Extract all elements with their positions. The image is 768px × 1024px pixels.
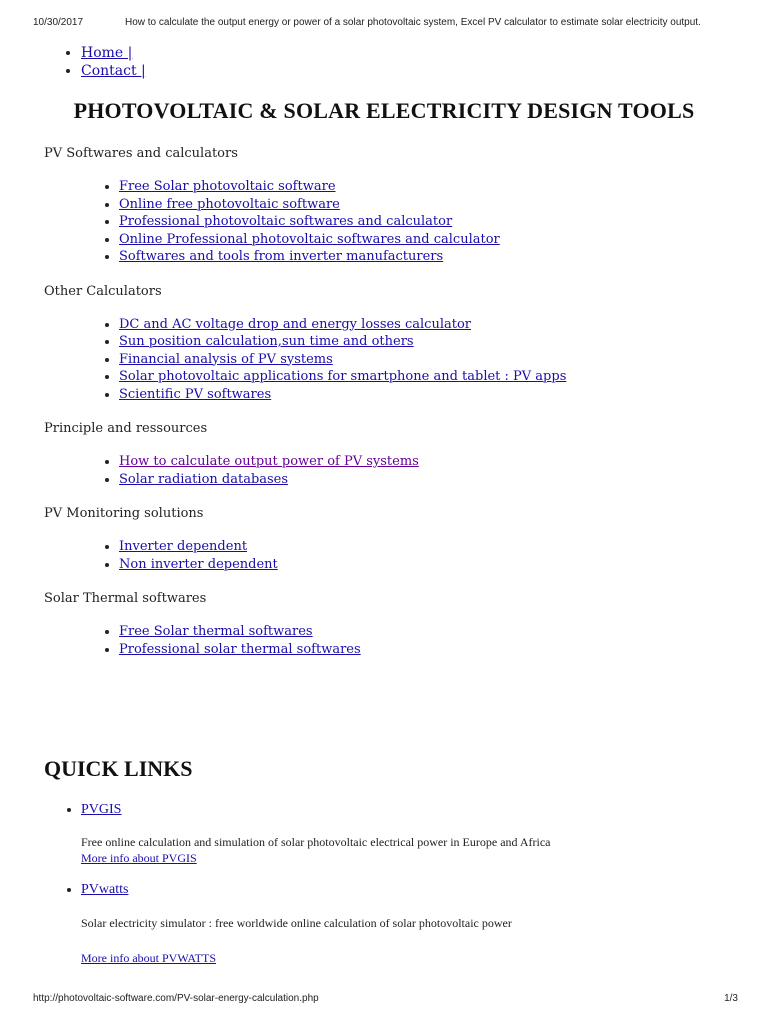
menu-link[interactable]: Free Solar thermal softwares	[119, 624, 313, 639]
menu-link[interactable]: Sun position calculation,sun time and others	[119, 334, 414, 349]
nav-link-home[interactable]: Home |	[81, 45, 133, 61]
menu-link[interactable]: Professional photovoltaic softwares and calculator	[119, 214, 453, 229]
nav-item-contact	[81, 62, 146, 80]
quick-link-pvwatts[interactable]: PVwatts	[81, 882, 129, 897]
quick-link-item	[81, 881, 761, 967]
more-info-pvgis-link[interactable]: More info about PVGIS	[81, 851, 197, 865]
list-item	[119, 556, 744, 574]
print-header	[33, 17, 743, 28]
quick-link-description: Solar electricity simulator : free worldwide online calculation of solar photovoltaic power	[81, 916, 512, 930]
list-item	[119, 623, 744, 641]
list-item	[119, 196, 744, 214]
menu-link[interactable]: Scientific PV softwares	[119, 386, 272, 402]
page-title: PHOTOVOLTAIC & SOLAR ELECTRICITY DESIGN TOOLS	[73, 98, 695, 123]
list-item	[119, 453, 744, 471]
category-link-list	[44, 316, 744, 404]
quick-links-heading: QUICK LINKS	[44, 756, 193, 781]
list-item	[119, 538, 744, 556]
category-label: Solar Thermal softwares	[44, 591, 207, 606]
print-page-title: How to calculate the output energy or power of a solar photovoltaic system, Excel PV calculator to estimate solar electricity output.	[125, 17, 701, 28]
category-link-list	[44, 538, 744, 573]
list-item	[119, 213, 744, 231]
list-item	[119, 641, 744, 659]
page-number: 1/3	[724, 993, 738, 1004]
list-item	[119, 368, 744, 386]
category-principle-ressources	[44, 420, 744, 488]
menu-link[interactable]: Online Professional photovoltaic softwares and calculator	[119, 231, 500, 247]
menu-link[interactable]: Solar radiation databases	[119, 471, 289, 487]
menu-link[interactable]: Online free photovoltaic software	[119, 196, 340, 212]
category-link-list	[44, 623, 744, 658]
menu-link[interactable]: Inverter dependent	[119, 539, 248, 554]
list-item	[119, 471, 744, 489]
quick-link-pvgis[interactable]: PVGIS	[81, 802, 122, 817]
list-item	[119, 178, 744, 196]
menu-link[interactable]: Financial analysis of PV systems	[119, 351, 333, 367]
category-label: PV Monitoring solutions	[44, 506, 204, 521]
nav-link-contact[interactable]: Contact |	[81, 63, 146, 79]
menu-link[interactable]: Professional solar thermal softwares	[119, 641, 361, 657]
list-item	[119, 248, 744, 266]
menu-link-current[interactable]: How to calculate output power of PV systems	[119, 454, 419, 469]
top-navigation	[62, 44, 146, 80]
menu-link[interactable]: Free Solar photovoltaic software	[119, 179, 336, 194]
nav-item-home	[81, 44, 146, 62]
list-item	[119, 386, 744, 404]
category-link-list	[44, 453, 744, 488]
category-pv-softwares	[44, 145, 744, 266]
list-item	[119, 351, 744, 369]
category-link-list	[44, 178, 744, 266]
quick-link-description: Free online calculation and simulation of solar photovoltaic electrical power in Europe and Africa	[81, 835, 551, 849]
category-label: Principle and ressources	[44, 421, 208, 436]
category-solar-thermal	[44, 590, 744, 658]
menu-link[interactable]: Solar photovoltaic applications for smartphone and tablet : PV apps	[119, 369, 567, 384]
tools-menu	[44, 145, 744, 675]
menu-link[interactable]: Non inverter dependent	[119, 556, 278, 572]
category-pv-monitoring	[44, 505, 744, 573]
quick-links-list	[62, 801, 761, 967]
menu-link[interactable]: DC and AC voltage drop and energy losses calculator	[119, 316, 472, 332]
menu-link[interactable]: Softwares and tools from inverter manufacturers	[119, 249, 444, 264]
category-label: PV Softwares and calculators	[44, 146, 238, 161]
print-url: http://photovoltaic-software.com/PV-solar-energy-calculation.php	[33, 993, 319, 1004]
list-item	[119, 316, 744, 334]
print-date: 10/30/2017	[33, 17, 84, 28]
list-item	[119, 231, 744, 249]
quick-link-item	[81, 801, 761, 867]
list-item	[119, 333, 744, 351]
print-footer	[33, 993, 738, 1004]
more-info-pvwatts-link[interactable]: More info about PVWATTS	[81, 951, 216, 965]
category-other-calculators	[44, 283, 744, 404]
category-label: Other Calculators	[44, 283, 162, 299]
